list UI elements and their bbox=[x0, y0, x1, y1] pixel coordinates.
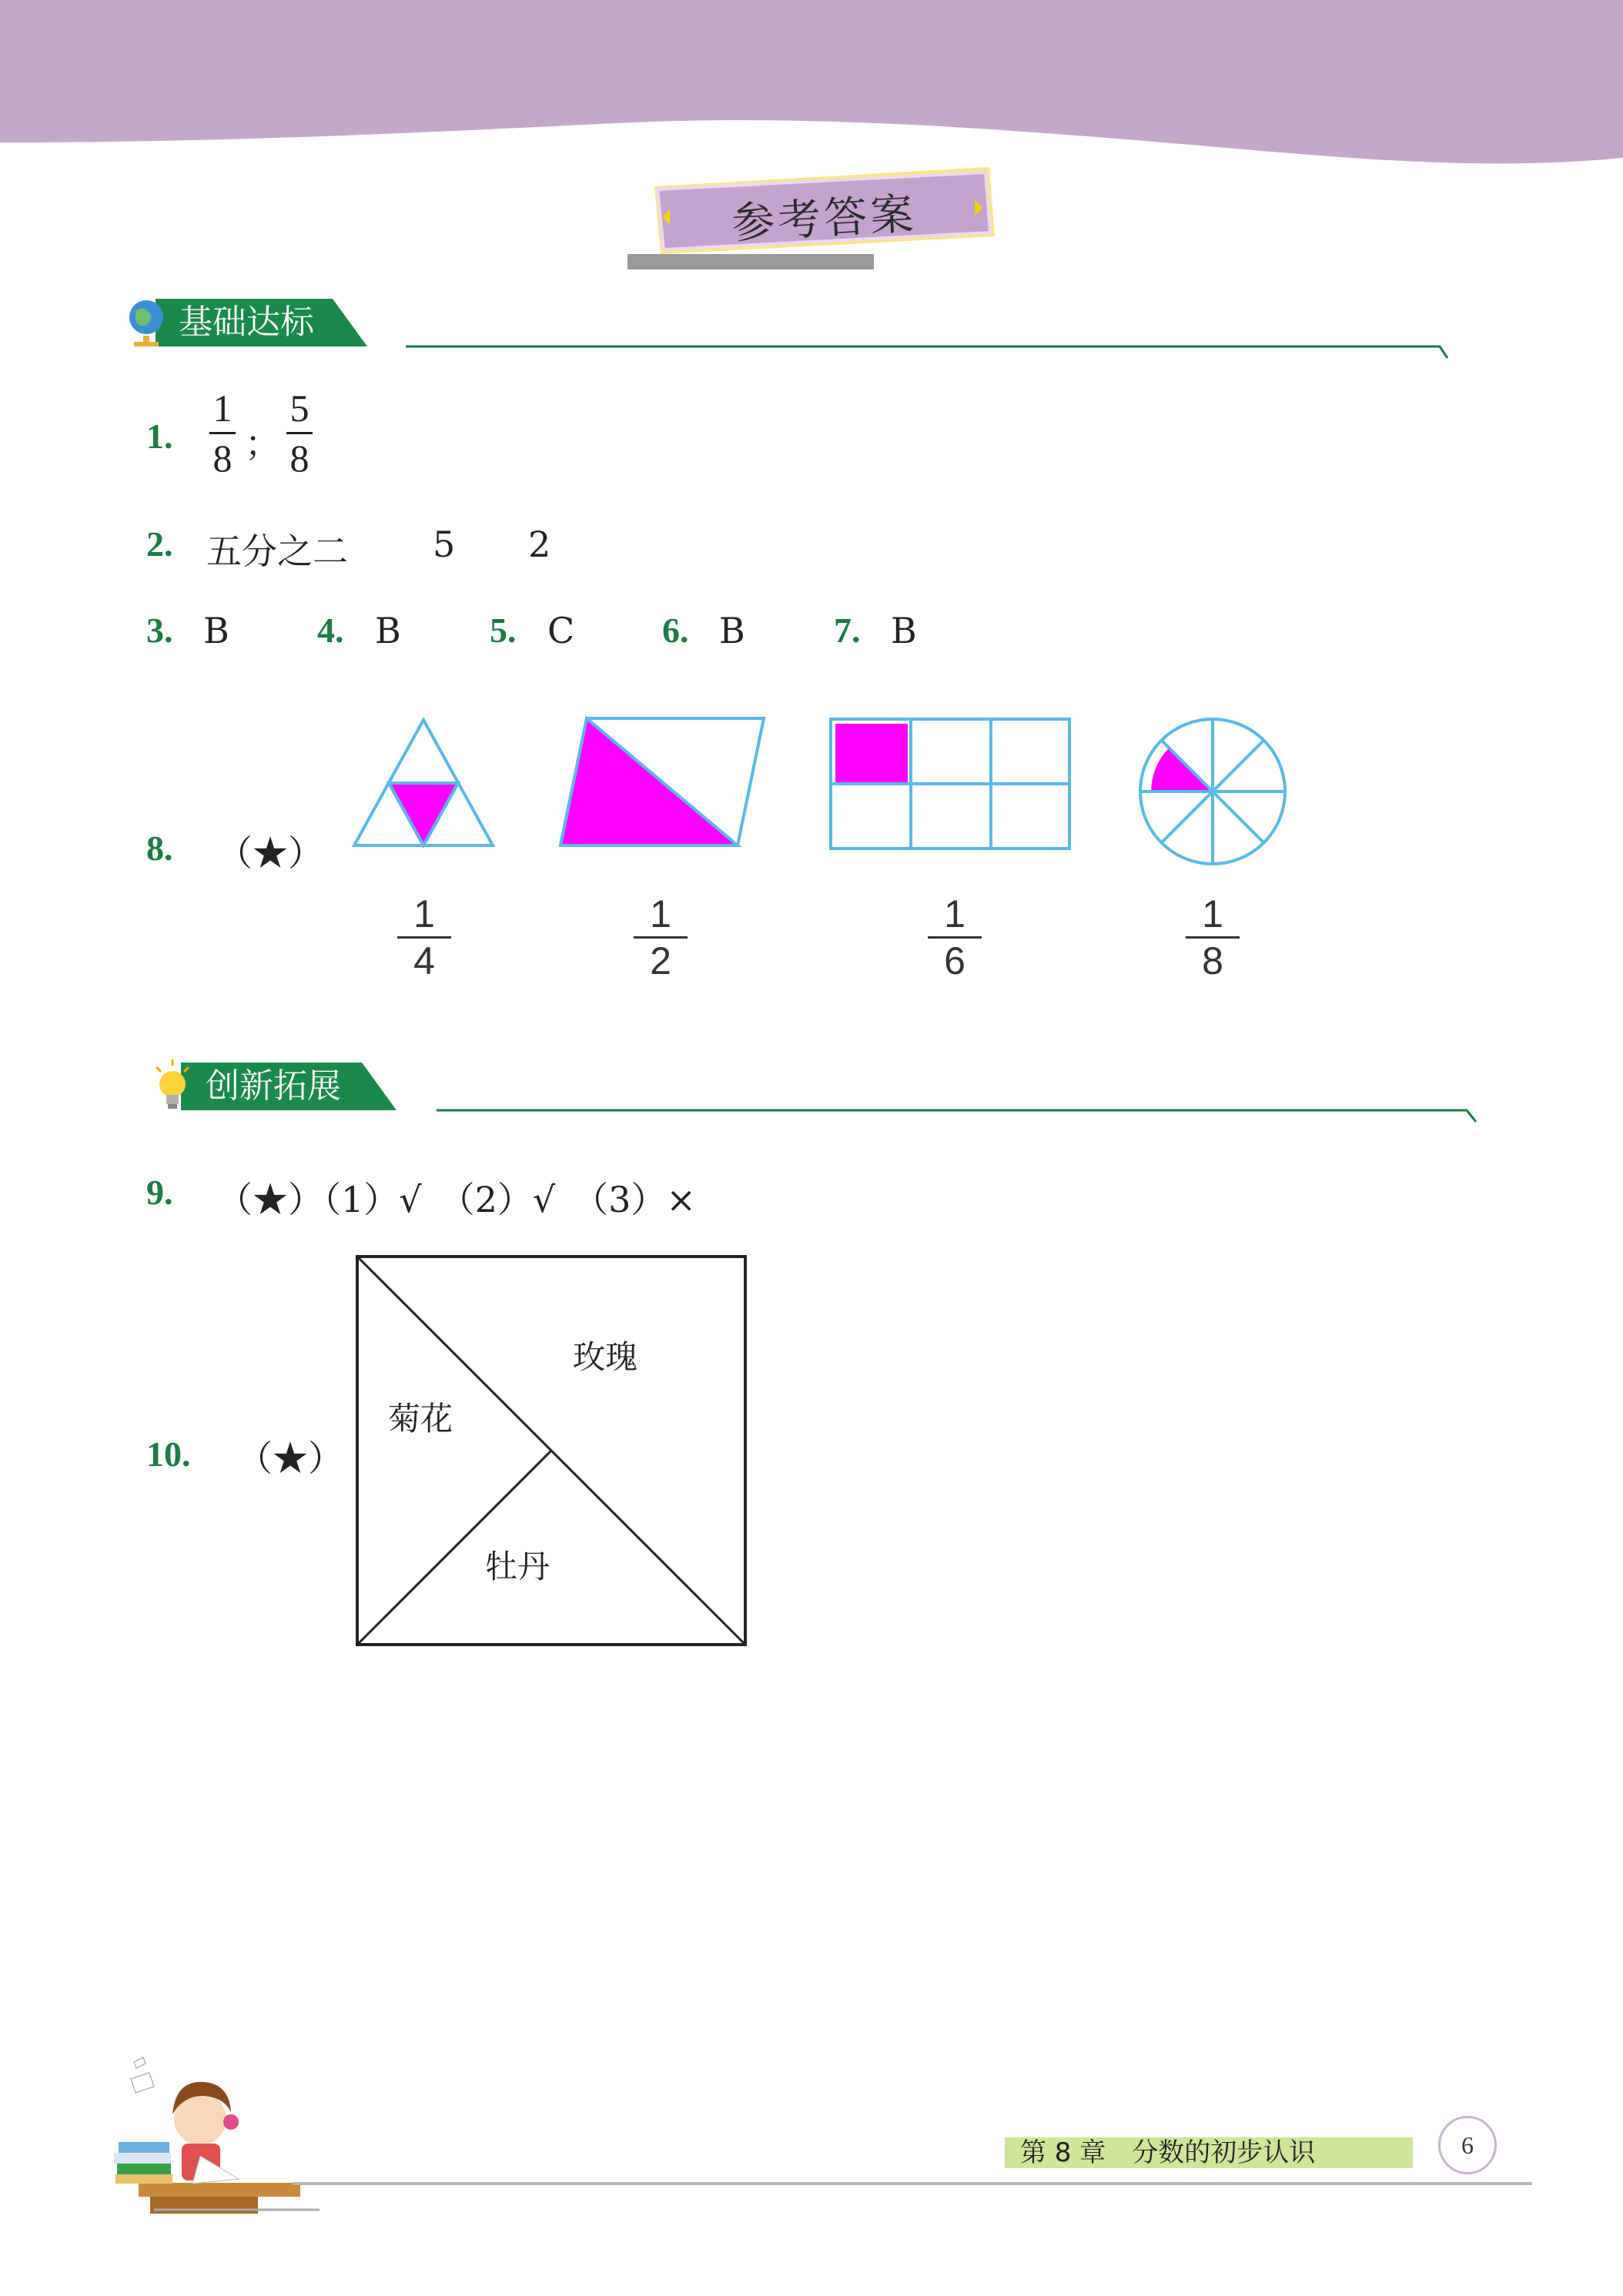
footer-chapter-label: 第 8 章 分数的初步认识 bbox=[1020, 2137, 1316, 2168]
girl-reading-illustration bbox=[108, 2048, 320, 2217]
q1-f2-numerator: 5 bbox=[289, 387, 310, 430]
q10-garden-square bbox=[354, 1253, 750, 1649]
q9-text: （★）（1）√ （2）√ （3）× bbox=[217, 1179, 696, 1220]
q8-fraction-4 bbox=[1186, 892, 1240, 982]
q7-answer: B bbox=[891, 610, 917, 651]
q2-text: 五分之二 bbox=[206, 530, 348, 572]
q5-number: 5. bbox=[490, 611, 517, 650]
q1-number: 1. bbox=[146, 417, 173, 456]
section-title-basic: 基础达标 bbox=[179, 303, 314, 342]
section-title-extension: 创新拓展 bbox=[206, 1066, 341, 1106]
q8-f3-denominator: 6 bbox=[944, 939, 965, 982]
q8-fraction-1 bbox=[397, 892, 451, 982]
globe-icon bbox=[125, 296, 169, 350]
q10-region-rose: 玫瑰 bbox=[573, 1338, 638, 1376]
q1-f1-denominator: 8 bbox=[212, 437, 233, 480]
q8-f1-denominator: 4 bbox=[413, 939, 435, 982]
q9-number: 9. bbox=[146, 1173, 173, 1212]
page-title: 参考答案 bbox=[730, 189, 918, 249]
q2-value-2: 2 bbox=[528, 524, 551, 565]
section-tab-basic bbox=[125, 299, 367, 346]
q8-f4-denominator: 8 bbox=[1202, 939, 1223, 982]
q3-answer: B bbox=[203, 610, 229, 651]
q8-f2-denominator: 2 bbox=[650, 939, 671, 982]
q8-circle-figure bbox=[1136, 715, 1290, 869]
section-rule-extension bbox=[435, 1103, 1482, 1126]
page-number-badge bbox=[1438, 2116, 1497, 2174]
q8-f1-numerator: 1 bbox=[413, 892, 435, 935]
q8-rectangle-grid-figure bbox=[828, 716, 1074, 852]
q8-number: 8. bbox=[146, 828, 173, 868]
q8-mark: （★） bbox=[217, 832, 323, 874]
q1-fraction-1 bbox=[209, 387, 236, 480]
q10-mark: （★） bbox=[237, 1438, 343, 1479]
header-wave-banner bbox=[0, 0, 1623, 177]
q6-answer: B bbox=[719, 610, 745, 651]
q8-f2-numerator: 1 bbox=[650, 892, 671, 935]
title-badge bbox=[647, 163, 1001, 263]
q1-separator: ； bbox=[245, 423, 280, 464]
q7-number: 7. bbox=[834, 611, 861, 650]
q1-f1-numerator: 1 bbox=[212, 387, 233, 430]
q8-fraction-2 bbox=[634, 892, 688, 982]
q4-number: 4. bbox=[317, 611, 344, 650]
q3-number: 3. bbox=[146, 611, 173, 650]
page-number: 6 bbox=[1461, 2130, 1474, 2159]
q2-number: 2. bbox=[146, 524, 173, 564]
q8-f4-numerator: 1 bbox=[1202, 892, 1223, 935]
title-underbar bbox=[627, 254, 874, 269]
q1-fraction-2 bbox=[286, 387, 313, 480]
q6-number: 6. bbox=[662, 611, 689, 650]
q1-f2-denominator: 8 bbox=[289, 437, 310, 480]
q5-answer: C bbox=[547, 610, 575, 651]
q8-triangle-figure bbox=[346, 716, 500, 851]
footer-rule bbox=[293, 2182, 1532, 2185]
lightbulb-icon bbox=[150, 1058, 195, 1113]
q4-answer: B bbox=[375, 610, 401, 651]
q10-region-peony: 牡丹 bbox=[485, 1548, 550, 1585]
q8-f3-numerator: 1 bbox=[944, 892, 965, 935]
q8-parallelogram-figure bbox=[556, 715, 768, 850]
q10-region-chrysanthemum: 菊花 bbox=[388, 1400, 453, 1438]
q10-number: 10. bbox=[146, 1434, 191, 1474]
q8-fraction-3 bbox=[928, 892, 982, 982]
section-rule-basic bbox=[404, 339, 1451, 362]
q2-value-1: 5 bbox=[433, 524, 456, 565]
section-tab-extension bbox=[150, 1063, 397, 1110]
